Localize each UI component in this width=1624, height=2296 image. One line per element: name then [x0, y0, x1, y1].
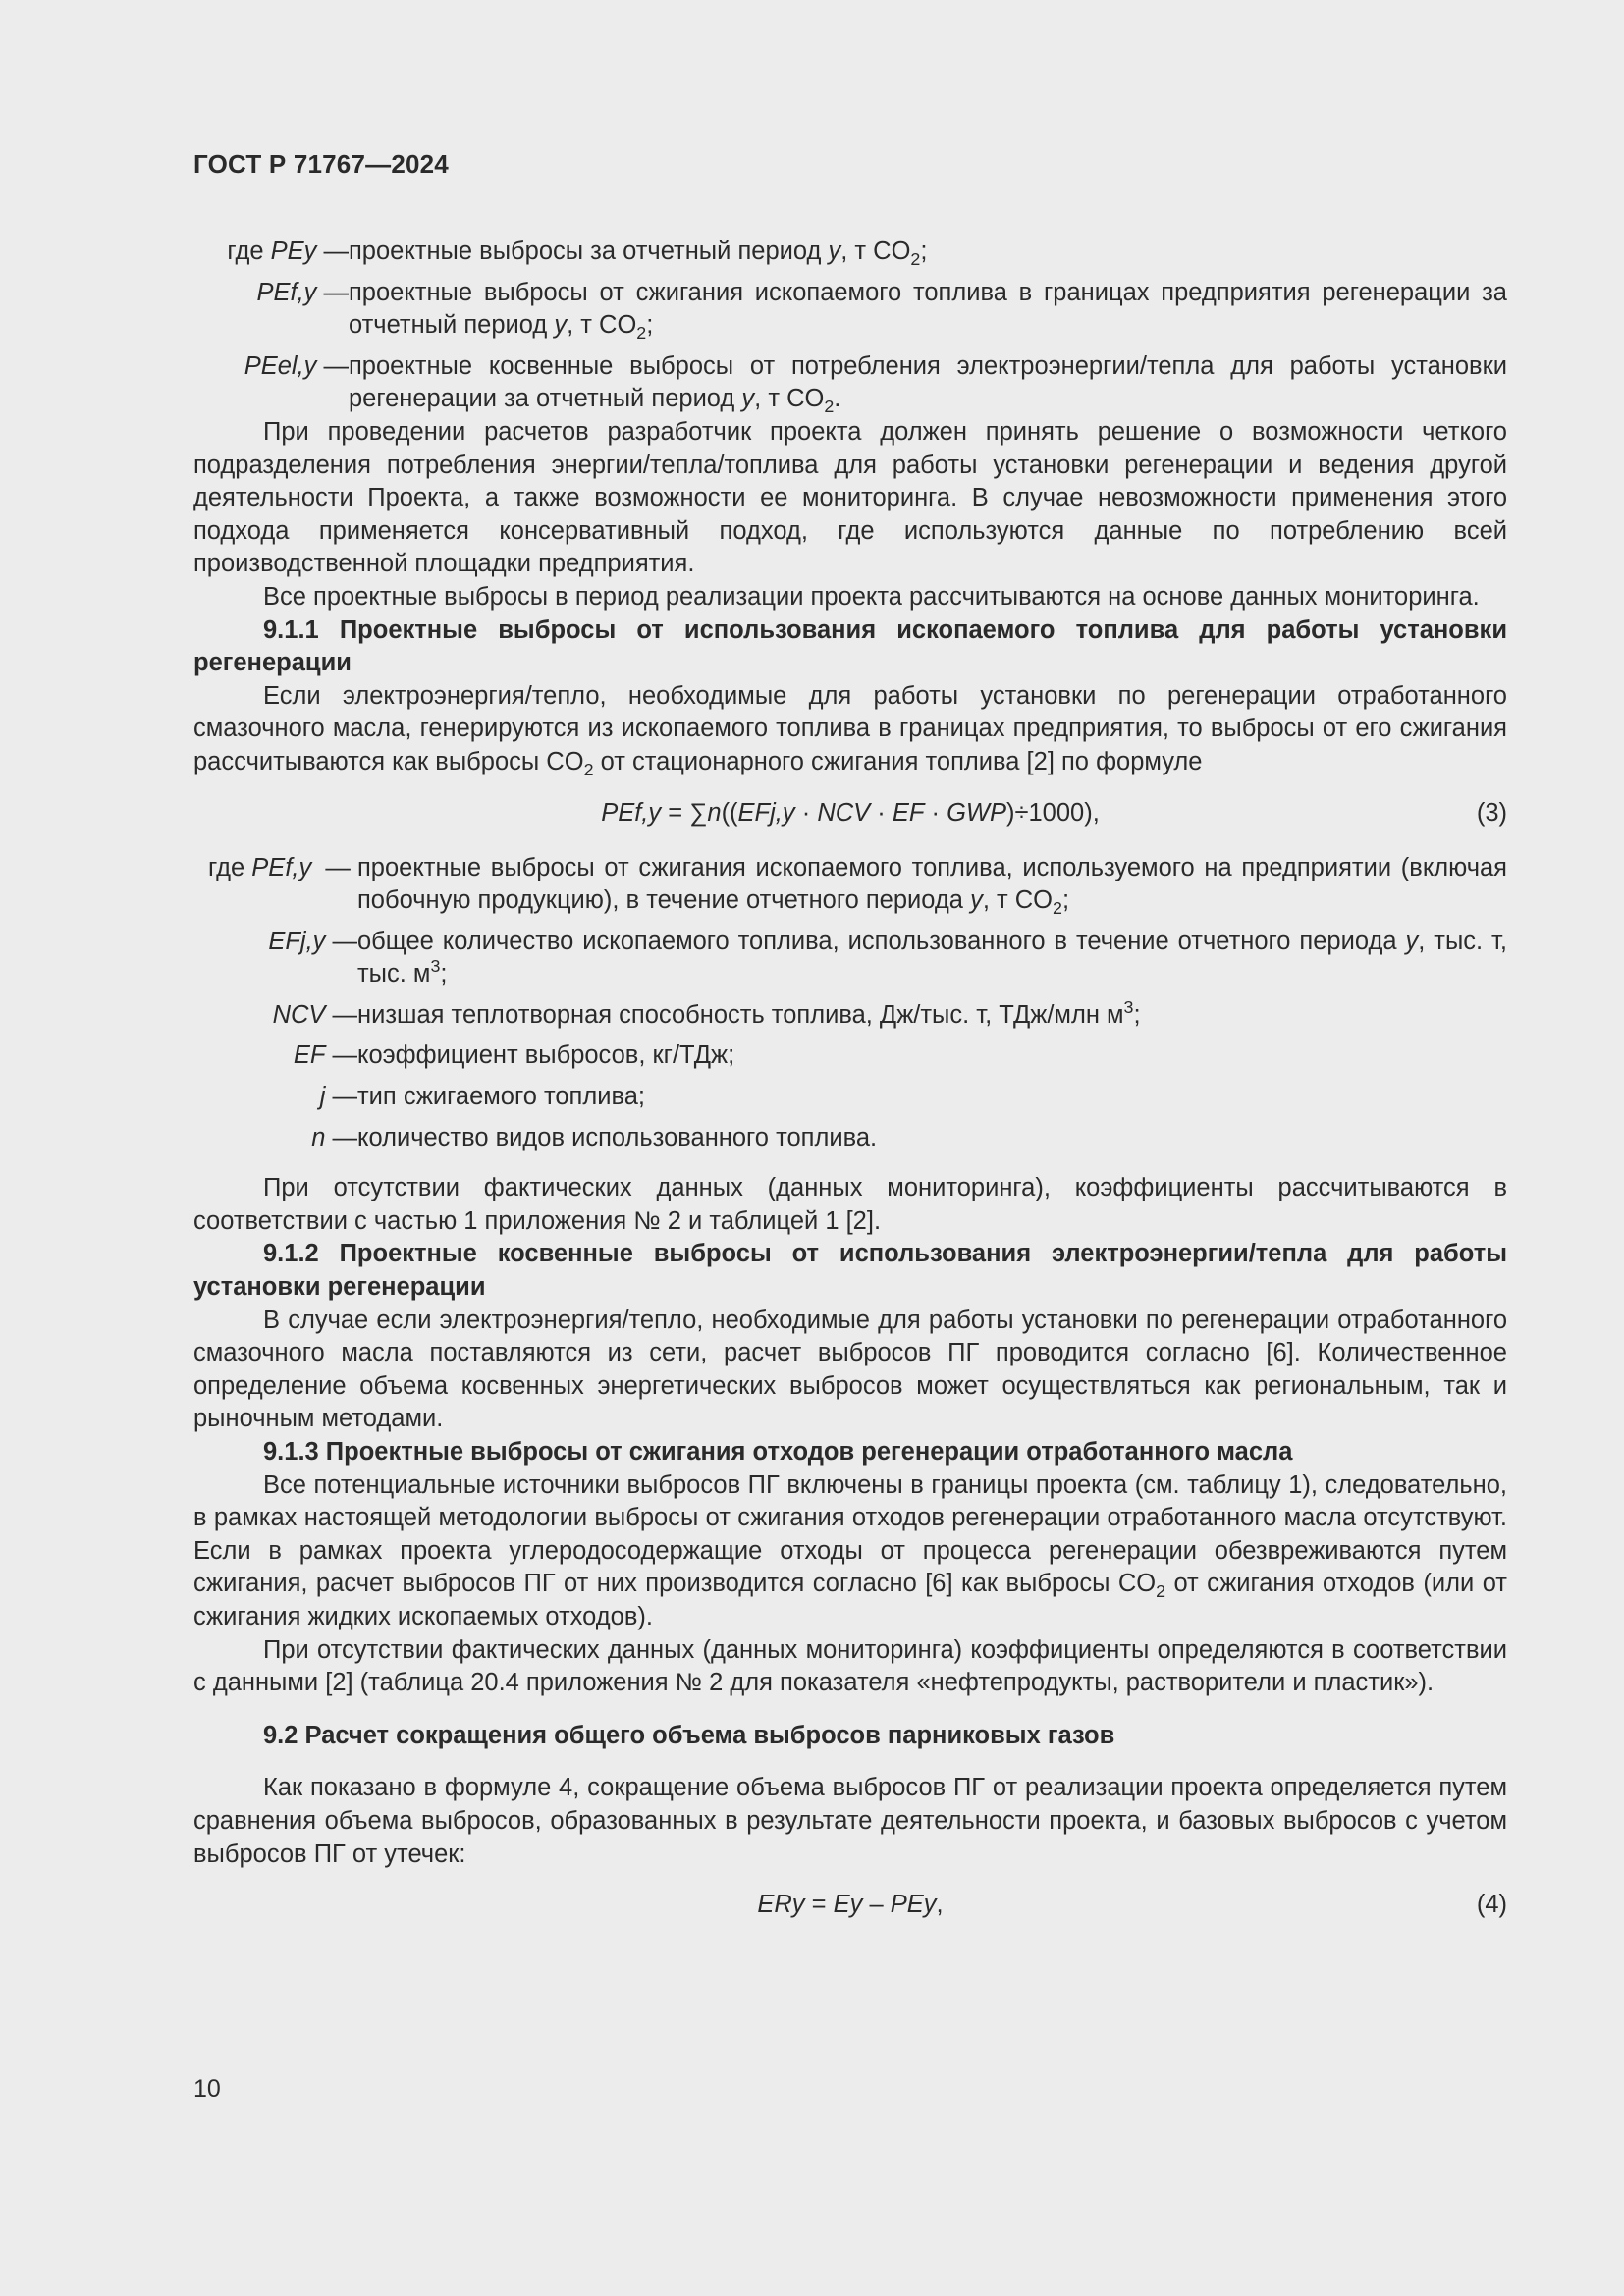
definition-item: EFj,y — общее количество ископаемого топлива, использованного в течение отчетного периода y, тыс. т, тыс. $м^3$; — [193, 926, 1507, 991]
definition-text: коэффициент выбросов, кг/ТДж; — [357, 1041, 735, 1070]
definition-item: j — тип сжигаемого топлива; — [193, 1081, 1507, 1114]
where-label: где — [207, 853, 252, 881]
formula-expression: PEf,y = ∑n((EFj,y · NCV · EF · GWP)÷1000), — [601, 798, 1100, 827]
page-number: 10 — [193, 2075, 221, 2103]
definition-text: проектные выбросы за отчетный период y, т $CO_2$; — [349, 238, 928, 270]
definition-term: EF — [293, 1041, 326, 1070]
paragraph: Как показано в формуле 4, сокращение объема выбросов ПГ от реализации проекта определяется путем сравнения объема выбросов, образованных в результате деятельности проекта, и базовых выбросов с учетом выбросов ПГ от утечек: — [193, 1774, 1507, 1868]
definition-item: EF — коэффициент выбросов, кг/ТДж; — [193, 1040, 1507, 1073]
paragraph: При проведении расчетов разработчик проекта должен принять решение о возможности четкого подразделения потребления энергии/тепла/топлива для работы установки регенерации и ведения другой деятельности Проекта, а также возможности ее мониторинга. В случае невозможности применения этого подхода применяется консервативный подход, где используются данные по потреблению всей производственной площадки предприятия. — [193, 417, 1507, 578]
subsection-heading-9-1-2: 9.1.2 Проектные косвенные выбросы от использования электроэнергии/тепла для работы установки регенерации — [193, 1240, 1507, 1302]
paragraph: Если электроэнергия/тепло, необходимые для работы установки по регенерации отработанного смазочного масла, генерируются из ископаемого топлива в границах предприятия, то выбросы от его сжигания рассчитываются как выбросы $CO_2$ от стационарного сжигания топлива [2] по формуле — [193, 681, 1507, 780]
definition-text: тип сжигаемого топлива; — [357, 1083, 646, 1111]
formula-3 — [193, 797, 1507, 830]
definition-text: проектные косвенные выбросы от потребления электроэнергии/тепла для работы установки регенерации за отчетный период y, т $CO_2$. — [349, 351, 1507, 417]
definition-term: PEf,y — [251, 853, 312, 881]
paragraph: В случае если электроэнергия/тепло, необходимые для работы установки по регенерации отработанного смазочного масла поставляются из сети, расчет выбросов ПГ проводится согласно [6]. Количественное определение объема косвенных энергетических выбросов может осуществляться как региональным, так и рыночным методами. — [193, 1306, 1507, 1433]
formula-number: (4) — [1476, 1891, 1507, 1919]
definition-term: NCV — [272, 1000, 326, 1029]
formula-expression: ERy = Ey – PEy, — [757, 1891, 944, 1919]
definition-term: n — [311, 1123, 326, 1151]
definition-text: низшая теплотворная способность топлива, Дж/тыс. т, ТДж/млн $м^3$; — [357, 997, 1141, 1029]
definition-text: общее количество ископаемого топлива, использованного в течение отчетного периода y, тыс. т, тыс. $м^3$; — [357, 927, 1507, 988]
definition-item: PEf,y — проектные выбросы от сжигания ископаемого топлива в границах предприятия регенерации за отчетный период y, т $CO_2$; — [256, 278, 1507, 344]
definition-term: j — [319, 1083, 326, 1111]
definition-text: проектные выбросы от сжигания ископаемого топлива, используемого на предприятии (включая побочную продукцию), в течение отчетного периода y, т $CO_2$; — [357, 853, 1507, 919]
definition-text: проектные выбросы от сжигания ископаемого топлива в границах предприятия регенерации за отчетный период y, т $CO_2$; — [349, 278, 1507, 344]
definition-term: EFj,y — [268, 927, 326, 955]
definition-item — [193, 236, 1507, 269]
paragraph: При отсутствии фактических данных (данных мониторинга) коэффициенты определяются в соответствии с данными [2] (таблица 20.4 приложения № 2 для показателя «нефтепродукты, растворители и пластик»). — [193, 1635, 1507, 1697]
definition-term: PEy — [270, 238, 317, 265]
document-header: ГОСТ Р 71767—2024 — [193, 149, 449, 179]
where-label: где — [227, 238, 271, 265]
definition-term: PEf,y — [256, 278, 317, 306]
definition-term: PEel,y — [244, 351, 317, 380]
paragraph: При отсутствии фактических данных (данных мониторинга), коэффициенты рассчитываются в соответствии с частью 1 приложения № 2 и таблицей 1 [2]. — [193, 1174, 1507, 1235]
section-heading-9-2: 9.2 Расчет сокращения общего объема выбросов парниковых газов — [263, 1721, 1115, 1749]
definition-item: n — количество видов использованного топлива. — [193, 1122, 1507, 1155]
definition-text: количество видов использованного топлива. — [357, 1123, 878, 1151]
document-body — [193, 236, 1507, 1944]
definition-item: NCV — низшая теплотворная способность топлива, Дж/тыс. т, ТДж/млн $м^3$; — [193, 999, 1507, 1033]
subsection-heading-9-1-3: 9.1.3 Проектные выбросы от сжигания отходов регенерации отработанного масла — [263, 1438, 1293, 1466]
definition-dash: — — [316, 238, 349, 265]
definitions-list — [193, 852, 1507, 1155]
definition-item: PEel,y — проектные косвенные выбросы от потребления электроэнергии/тепла для работы установки регенерации за отчетный период y, т $CO_2$. — [244, 351, 1507, 417]
definition-item: где PEf,y — проектные выбросы от сжигания ископаемого топлива, используемого на предприятии (включая побочную продукцию), в течение отчетного периода y, т $CO_2$; — [207, 853, 1507, 919]
paragraph: Все проектные выбросы в период реализации проекта рассчитываются на основе данных мониторинга. — [263, 582, 1480, 611]
formula-4 — [193, 1889, 1507, 1922]
definitions-list — [193, 236, 1507, 416]
paragraph: Все потенциальные источники выбросов ПГ включены в границы проекта (см. таблицу 1), следовательно, в рамках настоящей методологии выбросы от сжигания отходов регенерации отработанного масла отсутствуют. Если в рамках проекта углеродосодержащие отходы от процесса регенерации обезвреживаются путем сжигания, расчет выбросов ПГ от них производится согласно [6] как выбросы $CO_2$ от сжигания отходов (или от сжигания жидких ископаемых отходов). — [193, 1470, 1507, 1630]
subsection-heading-9-1-1: 9.1.1 Проектные выбросы от использования ископаемого топлива для работы установки регенерации — [193, 615, 1507, 677]
formula-number: (3) — [1476, 798, 1507, 827]
